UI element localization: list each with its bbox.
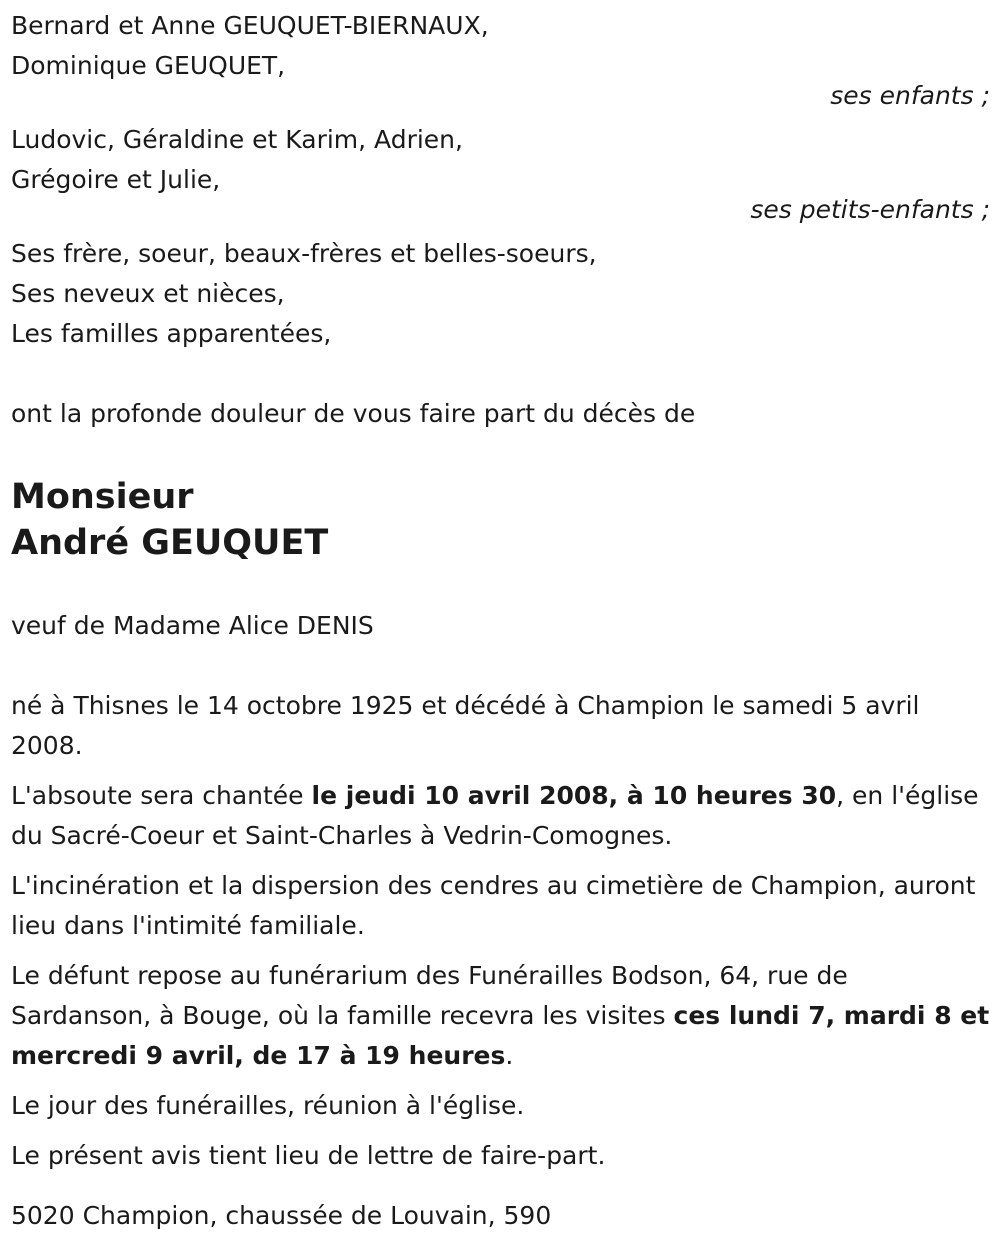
visits-post: . (505, 1041, 514, 1070)
relatives-line-2: Ses neveux et nièces, (11, 279, 285, 308)
children-role: ses enfants ; (830, 81, 990, 110)
children-line-2: Dominique GEUQUET, (11, 51, 286, 80)
children-line-1: Bernard et Anne GEUQUET-BIERNAUX, (11, 11, 489, 40)
grandchildren-role: ses petits-enfants ; (750, 195, 990, 224)
widower-text: veuf de Madame Alice DENIS (11, 611, 374, 640)
funeral-day-text: Le jour des funérailles, réunion à l'église. (11, 1091, 525, 1120)
absoute-datetime: le jeudi 10 avril 2008, à 10 heures 30 (311, 781, 837, 810)
deceased-name-block (11, 474, 990, 566)
grandchildren-line-1: Ludovic, Géraldine et Karim, Adrien, (11, 125, 463, 154)
grandchildren-line-2: Grégoire et Julie, (11, 165, 221, 194)
visits-text (11, 956, 990, 1076)
absoute-pre: L'absoute sera chantée (11, 781, 312, 810)
grandchildren-group (11, 120, 990, 224)
visits-pre: Le défunt repose au funérarium des Funérailles Bodson, 64, rue de Sardanson, à Bouge, où la famille recevra les visites (11, 961, 848, 1030)
children-group (11, 6, 990, 110)
absoute-post: , en l'église du Sacré-Coeur et Saint-Charles à Vedrin-Comognes. (11, 781, 979, 850)
birth-death-text: né à Thisnes le 14 octobre 1925 et décédé à Champion le samedi 5 avril 2008. (11, 691, 920, 760)
announcement-text: ont la profonde douleur de vous faire part du décès de (11, 399, 696, 428)
deceased-name: André GEUQUET (11, 523, 329, 563)
relatives-group (11, 234, 990, 354)
incineration-text: L'incinération et la dispersion des cendres au cimetière de Champion, auront lieu dans l'intimité familiale. (11, 871, 976, 940)
relatives-line-1: Ses frère, soeur, beaux-frères et belles-soeurs, (11, 239, 597, 268)
absoute-text (11, 776, 990, 856)
relatives-line-3: Les familles apparentées, (11, 319, 332, 348)
notice-text: Le présent avis tient lieu de lettre de faire-part. (11, 1141, 606, 1170)
address-text: 5020 Champion, chaussée de Louvain, 590 (11, 1201, 552, 1230)
deceased-title: Monsieur (11, 477, 194, 517)
visits-schedule: ces lundi 7, mardi 8 et mercredi 9 avril, de 17 à 19 heures (11, 1001, 990, 1070)
